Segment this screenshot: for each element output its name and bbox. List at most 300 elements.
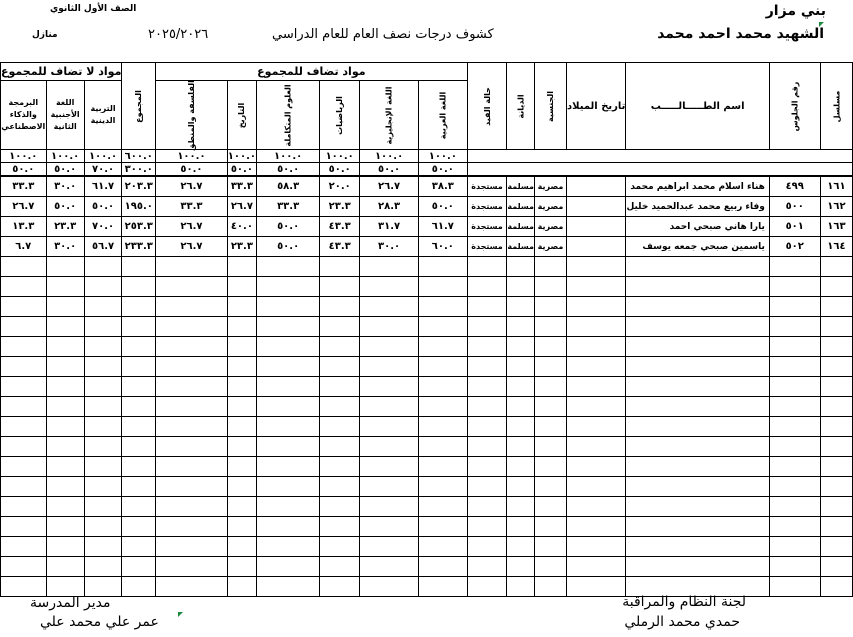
empty-cell: [256, 417, 319, 437]
empty-cell: [567, 437, 626, 457]
empty-cell: [122, 557, 156, 577]
empty-cell: [1, 557, 47, 577]
empty-cell: [567, 457, 626, 477]
empty-cell: [122, 297, 156, 317]
empty-cell: [84, 477, 122, 497]
empty-cell: [419, 297, 468, 317]
empty-cell: [534, 277, 566, 297]
empty-cell: [84, 537, 122, 557]
empty-cell: [227, 397, 256, 417]
empty-cell: [534, 517, 566, 537]
empty-cell: [320, 337, 360, 357]
score-cell: ٥٠.٠: [156, 163, 228, 177]
empty-cell: [1, 477, 47, 497]
empty-cell: [769, 477, 820, 497]
empty-cell: [360, 437, 419, 457]
empty-cell: [320, 417, 360, 437]
empty-cell: [467, 357, 507, 377]
empty-row: [1, 317, 853, 337]
school-name: الشهيد محمد احمد محمد: [657, 26, 824, 42]
empty-cell: [46, 297, 84, 317]
empty-cell: [1, 417, 47, 437]
empty-cell: [227, 457, 256, 477]
col-programming-ai: البرمجة والذكاء الاصطناعي: [1, 81, 47, 150]
empty-cell: [256, 577, 319, 597]
empty-cell: [534, 397, 566, 417]
empty-cell: [567, 377, 626, 397]
col-religion-ed: التربية الدينية: [84, 81, 122, 150]
empty-cell: [769, 577, 820, 597]
empty-row: [1, 497, 853, 517]
empty-cell: [626, 277, 769, 297]
empty-cell: [567, 477, 626, 497]
empty-cell: [769, 417, 820, 437]
empty-cell: [507, 377, 535, 397]
empty-cell: [227, 337, 256, 357]
empty-row: [1, 517, 853, 537]
empty-cell: [626, 397, 769, 417]
empty-cell: [227, 477, 256, 497]
empty-cell: [419, 257, 468, 277]
empty-cell: [1, 537, 47, 557]
empty-cell: [820, 537, 853, 557]
empty-cell: [769, 537, 820, 557]
empty-cell: [360, 337, 419, 357]
empty-cell: [626, 517, 769, 537]
empty-cell: [820, 497, 853, 517]
empty-cell: [156, 337, 228, 357]
empty-cell: [419, 417, 468, 437]
empty-cell: [1, 577, 47, 597]
empty-cell: [122, 417, 156, 437]
empty-cell: [626, 417, 769, 437]
empty-cell: [360, 277, 419, 297]
empty-cell: [467, 577, 507, 597]
empty-cell: [360, 457, 419, 477]
score-cell: ١٠٠.٠: [227, 150, 256, 162]
empty-cell: [467, 437, 507, 457]
empty-cell: [320, 437, 360, 457]
empty-cell: [46, 397, 84, 417]
empty-cell: [156, 317, 228, 337]
empty-cell: [156, 497, 228, 517]
empty-cell: [122, 497, 156, 517]
empty-row: [1, 537, 853, 557]
empty-cell: [419, 497, 468, 517]
empty-cell: [534, 437, 566, 457]
empty-cell: [227, 317, 256, 337]
empty-cell: [419, 537, 468, 557]
empty-cell: [227, 297, 256, 317]
empty-cell: [467, 377, 507, 397]
empty-cell: [467, 277, 507, 297]
empty-cell: [227, 257, 256, 277]
empty-cell: [626, 497, 769, 517]
empty-cell: [46, 317, 84, 337]
empty-cell: [467, 337, 507, 357]
empty-cell: [256, 317, 319, 337]
empty-cell: [567, 537, 626, 557]
empty-cell: [256, 497, 319, 517]
empty-cell: [320, 497, 360, 517]
empty-cell: [360, 357, 419, 377]
student-row: ١٦٣ ٥٠١ يارا هاني صبحي احمد مصرية مسلمة مستجدة ٦١.٧ ٣١.٧ ٤٣.٣ ٥٠.٠ ٤٠.٠ ٢٦.٧ ٢٥٣.٣ ٧٠.٠ ٢٣.٣ ١٣.٣: [1, 217, 853, 237]
empty-cell: [1, 397, 47, 417]
empty-cell: [820, 257, 853, 277]
empty-cell: [419, 477, 468, 497]
empty-row: [1, 437, 853, 457]
empty-cell: [534, 337, 566, 357]
max-scores-row: [1, 150, 853, 163]
empty-cell: [467, 457, 507, 477]
empty-cell: [156, 557, 228, 577]
empty-cell: [122, 317, 156, 337]
empty-cell: [122, 397, 156, 417]
empty-row: [1, 557, 853, 577]
score-cell: ٥٠.٠: [1, 163, 47, 177]
empty-cell: [156, 277, 228, 297]
empty-cell: [769, 557, 820, 577]
score-cell: ١٠٠.٠: [320, 150, 360, 163]
empty-cell: [567, 517, 626, 537]
empty-cell: [820, 317, 853, 337]
empty-cell: [567, 417, 626, 437]
empty-cell: [46, 437, 84, 457]
score-cell: ١٠٠.٠: [419, 150, 468, 163]
empty-cell: [1, 297, 47, 317]
empty-cell: [320, 537, 360, 557]
score-cell: ٥٠.٠: [320, 163, 360, 177]
empty-cell: [419, 357, 468, 377]
empty-cell: [626, 317, 769, 337]
score-cell: ٧٠.٠: [84, 163, 122, 177]
empty-cell: [256, 537, 319, 557]
empty-cell: [122, 337, 156, 357]
empty-cell: [507, 477, 535, 497]
empty-cell: [84, 457, 122, 477]
empty-cell: [156, 477, 228, 497]
empty-cell: [820, 517, 853, 537]
empty-cell: [256, 277, 319, 297]
empty-cell: [122, 517, 156, 537]
col-english: اللغة الإنجليزية: [360, 81, 419, 150]
empty-row: [1, 277, 853, 297]
empty-cell: [626, 377, 769, 397]
empty-cell: [227, 417, 256, 437]
empty-cell: [567, 297, 626, 317]
student-row: ١٦٤ ٥٠٢ ياسمين صبحي جمعه يوسف مصرية مسلمة مستجدة ٦٠.٠ ٣٠.٠ ٤٣.٣ ٥٠.٠ ٢٣.٣ ٢٦.٧ ٢٣٣.٣ ٥٦.٧ ٣٠.٠ ٦.٧: [1, 237, 853, 257]
empty-cell: [534, 297, 566, 317]
empty-cell: [467, 557, 507, 577]
empty-cell: [1, 457, 47, 477]
empty-cell: [419, 517, 468, 537]
score-cell: ٦٠٠.٠: [122, 150, 156, 163]
empty-cell: [769, 497, 820, 517]
empty-cell: [320, 557, 360, 577]
empty-cell: [84, 437, 122, 457]
col-religion: الديانة: [507, 63, 535, 150]
principal-title: مدير المدرسة: [30, 595, 111, 611]
empty-cell: [227, 557, 256, 577]
empty-cell: [419, 337, 468, 357]
empty-rows: [1, 257, 853, 597]
empty-cell: [467, 477, 507, 497]
empty-cell: [122, 437, 156, 457]
academic-year: ٢٠٢٥/٢٠٢٦: [148, 27, 209, 42]
empty-row: [1, 477, 853, 497]
empty-cell: [769, 277, 820, 297]
empty-cell: [467, 417, 507, 437]
empty-cell: [419, 377, 468, 397]
cell-comment-marker-icon: [178, 612, 183, 617]
empty-cell: [46, 377, 84, 397]
empty-cell: [84, 577, 122, 597]
empty-cell: [46, 457, 84, 477]
empty-cell: [227, 277, 256, 297]
empty-cell: [320, 517, 360, 537]
empty-cell: [1, 517, 47, 537]
empty-cell: [626, 437, 769, 457]
score-cell: ١٠٠.٠: [256, 150, 319, 163]
empty-cell: [507, 397, 535, 417]
empty-cell: [156, 577, 228, 597]
col-science: العلوم المتكاملة: [256, 81, 319, 150]
empty-cell: [769, 357, 820, 377]
empty-cell: [626, 537, 769, 557]
empty-cell: [1, 277, 47, 297]
empty-cell: [84, 277, 122, 297]
empty-cell: [820, 477, 853, 497]
empty-row: [1, 457, 853, 477]
empty-cell: [567, 277, 626, 297]
student-row: ١٦٢ ٥٠٠ وفاء ربيع محمد عبدالحميد خليل مصرية مسلمة مستجدة ٥٠.٠ ٢٨.٣ ٢٣.٣ ٣٣.٣ ٢٦.٧ ٣٣.٣ ١٩٥.٠ ٥٠.٠ ٥٠.٠ ٢٦.٧: [1, 197, 853, 217]
empty-cell: [122, 537, 156, 557]
empty-cell: [156, 517, 228, 537]
empty-cell: [156, 397, 228, 417]
score-cell: ٣٠٠.٠: [122, 163, 156, 177]
empty-cell: [507, 417, 535, 437]
empty-cell: [820, 437, 853, 457]
empty-cell: [360, 377, 419, 397]
empty-cell: [567, 257, 626, 277]
col-birth-date: تاريخ الميلاد: [567, 63, 626, 150]
grade-label: الصف الأول الثانوي: [50, 4, 137, 14]
empty-cell: [360, 397, 419, 417]
empty-cell: [360, 517, 419, 537]
empty-cell: [769, 397, 820, 417]
empty-cell: [507, 497, 535, 517]
empty-cell: [46, 257, 84, 277]
empty-cell: [84, 417, 122, 437]
empty-cell: [1, 357, 47, 377]
score-cell: ١٠٠.٠: [156, 150, 228, 163]
committee-title: لجنة النظام والمراقبة: [622, 594, 746, 610]
empty-cell: [320, 257, 360, 277]
empty-cell: [820, 457, 853, 477]
empty-cell: [256, 297, 319, 317]
empty-cell: [534, 497, 566, 517]
empty-cell: [567, 397, 626, 417]
empty-cell: [419, 437, 468, 457]
empty-cell: [46, 577, 84, 597]
empty-cell: [256, 477, 319, 497]
col-philosophy: الفلسفة والمنطق: [156, 81, 228, 150]
empty-cell: [156, 437, 228, 457]
status-label: منازل: [32, 30, 58, 40]
empty-cell: [360, 497, 419, 517]
empty-row: [1, 397, 853, 417]
empty-cell: [122, 377, 156, 397]
empty-row: [1, 417, 853, 437]
empty-cell: [227, 437, 256, 457]
empty-cell: [256, 377, 319, 397]
empty-cell: [507, 317, 535, 337]
empty-cell: [534, 257, 566, 277]
empty-cell: [1, 257, 47, 277]
empty-cell: [769, 317, 820, 337]
empty-cell: [769, 517, 820, 537]
empty-cell: [419, 317, 468, 337]
empty-cell: [820, 337, 853, 357]
score-cell: ١٠٠.٠: [46, 150, 84, 163]
empty-cell: [1, 317, 47, 337]
empty-cell: [534, 577, 566, 597]
score-cell: ١٠٠.٠: [1, 150, 47, 163]
table-header-row: [1, 63, 853, 81]
empty-cell: [156, 417, 228, 437]
empty-row: [1, 357, 853, 377]
col-total: المجموع: [122, 63, 156, 150]
empty-cell: [122, 457, 156, 477]
score-cell: ٥٠.٠: [419, 163, 468, 177]
empty-cell: [227, 537, 256, 557]
empty-cell: [360, 577, 419, 597]
empty-cell: [227, 517, 256, 537]
empty-cell: [534, 417, 566, 437]
empty-cell: [1, 497, 47, 517]
empty-cell: [156, 297, 228, 317]
empty-cell: [46, 497, 84, 517]
empty-cell: [256, 397, 319, 417]
empty-cell: [320, 577, 360, 597]
empty-cell: [419, 577, 468, 597]
empty-cell: [84, 337, 122, 357]
empty-cell: [507, 297, 535, 317]
col-math: الرياضيات: [320, 81, 360, 150]
col-serial: مسلسل: [820, 63, 853, 150]
empty-cell: [84, 257, 122, 277]
empty-cell: [626, 337, 769, 357]
empty-cell: [467, 537, 507, 557]
empty-cell: [46, 557, 84, 577]
empty-cell: [820, 417, 853, 437]
empty-cell: [820, 277, 853, 297]
empty-cell: [122, 577, 156, 597]
sheet-title: كشوف درجات نصف العام للعام الدراسي: [272, 27, 494, 42]
empty-cell: [122, 277, 156, 297]
empty-cell: [256, 557, 319, 577]
empty-cell: [122, 257, 156, 277]
empty-cell: [507, 537, 535, 557]
empty-cell: [84, 517, 122, 537]
empty-cell: [626, 357, 769, 377]
empty-cell: [1, 437, 47, 457]
empty-cell: [320, 357, 360, 377]
empty-cell: [84, 397, 122, 417]
empty-cell: [467, 317, 507, 337]
empty-cell: [256, 457, 319, 477]
empty-cell: [769, 257, 820, 277]
empty-cell: [534, 377, 566, 397]
principal-name: عمر علي محمد علي: [40, 614, 159, 630]
empty-cell: [769, 377, 820, 397]
empty-cell: [122, 357, 156, 377]
empty-cell: [769, 457, 820, 477]
score-cell: ٥٠.٠: [256, 163, 319, 177]
empty-row: [1, 337, 853, 357]
empty-cell: [227, 377, 256, 397]
empty-cell: [467, 297, 507, 317]
empty-cell: [156, 377, 228, 397]
empty-cell: [227, 577, 256, 597]
empty-cell: [320, 477, 360, 497]
score-cell: ١٠٠.٠: [360, 150, 419, 163]
col-arabic: اللغة العربية: [419, 81, 468, 150]
empty-cell: [360, 257, 419, 277]
empty-cell: [626, 297, 769, 317]
empty-cell: [626, 557, 769, 577]
empty-cell: [534, 457, 566, 477]
empty-cell: [227, 497, 256, 517]
empty-cell: [84, 357, 122, 377]
empty-cell: [84, 497, 122, 517]
score-cell: ١٠٠.٠: [84, 150, 122, 163]
empty-cell: [467, 497, 507, 517]
empty-cell: [507, 357, 535, 377]
empty-cell: [534, 557, 566, 577]
empty-cell: [507, 277, 535, 297]
empty-cell: [84, 377, 122, 397]
empty-cell: [46, 537, 84, 557]
empty-cell: [769, 297, 820, 317]
empty-cell: [534, 477, 566, 497]
empty-cell: [769, 337, 820, 357]
empty-cell: [156, 257, 228, 277]
group-not-added-subjects: مواد لا تضاف للمجموع: [1, 63, 122, 81]
empty-cell: [820, 397, 853, 417]
empty-cell: [320, 317, 360, 337]
empty-cell: [360, 477, 419, 497]
empty-cell: [256, 337, 319, 357]
empty-cell: [467, 257, 507, 277]
empty-cell: [507, 457, 535, 477]
group-added-subjects: مواد تضاف للمجموع: [156, 63, 467, 81]
score-cell: ٥٠.٠: [46, 163, 84, 177]
committee-name: حمدي محمد الرملي: [624, 614, 740, 630]
empty-cell: [820, 297, 853, 317]
empty-cell: [84, 297, 122, 317]
empty-row: [1, 297, 853, 317]
empty-cell: [626, 257, 769, 277]
empty-cell: [507, 337, 535, 357]
empty-cell: [820, 577, 853, 597]
empty-cell: [256, 257, 319, 277]
empty-cell: [320, 377, 360, 397]
empty-cell: [507, 257, 535, 277]
empty-cell: [567, 317, 626, 337]
empty-cell: [820, 377, 853, 397]
empty-cell: [820, 557, 853, 577]
